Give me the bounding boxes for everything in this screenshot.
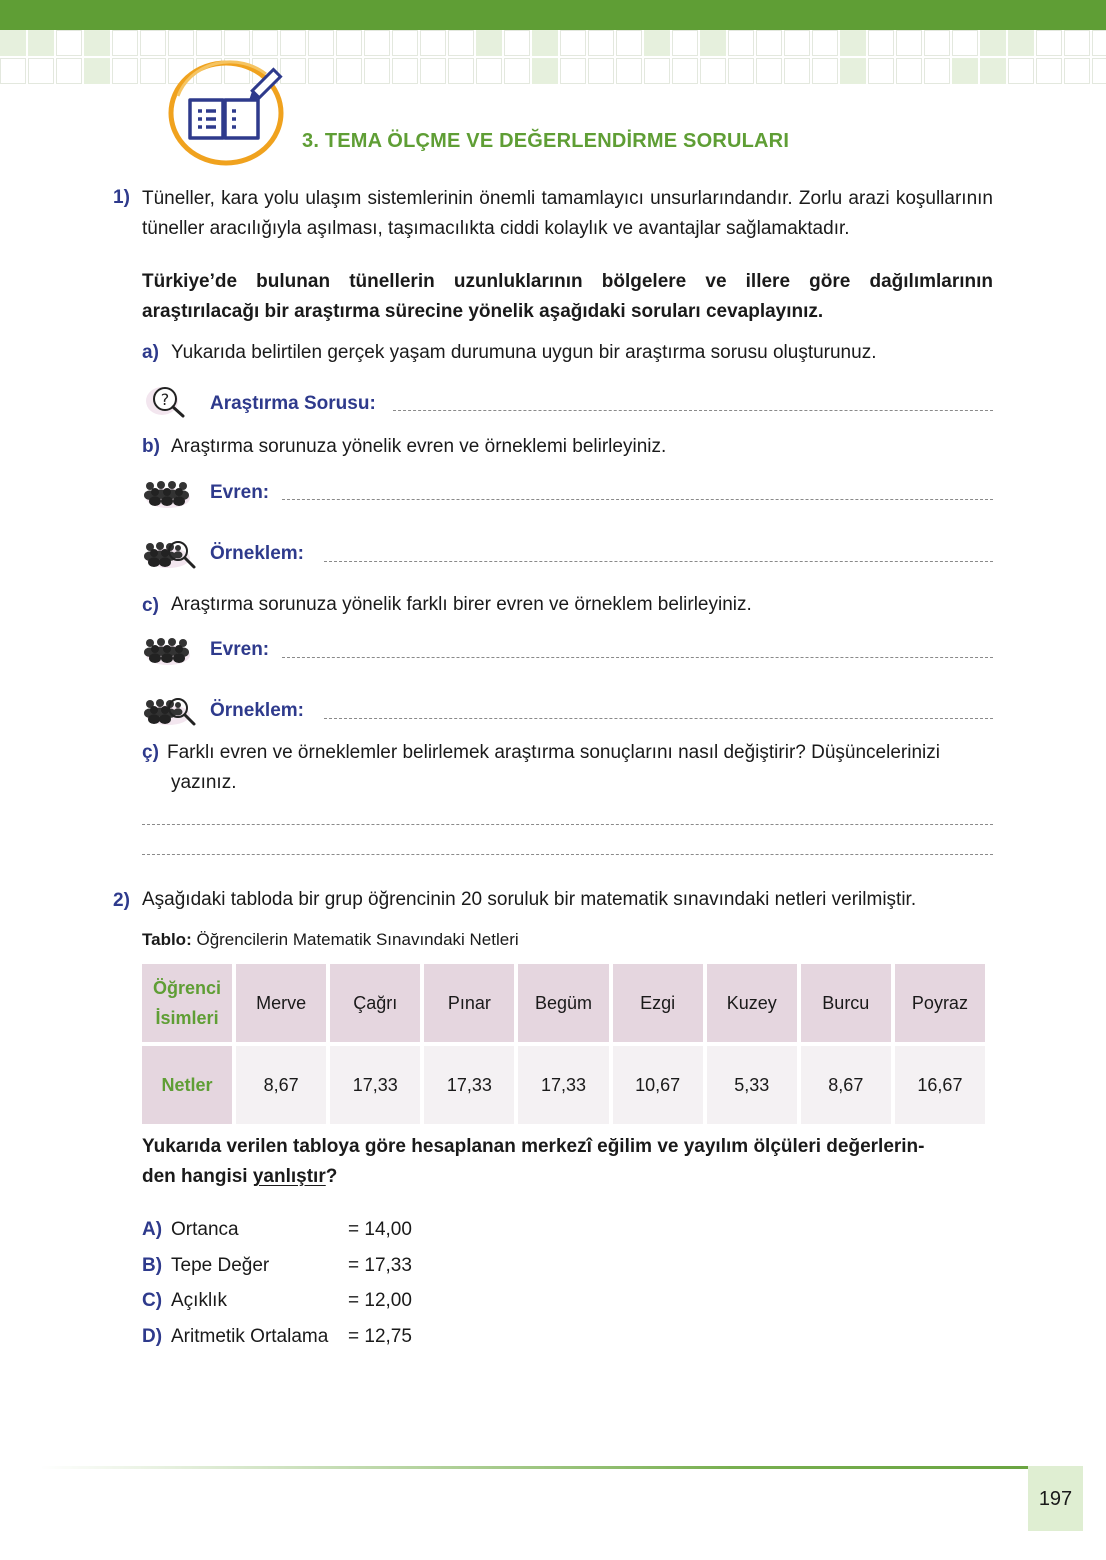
grid-cell bbox=[672, 30, 698, 56]
option-d-text[interactable]: Aritmetik Ortalama bbox=[171, 1326, 329, 1347]
student-name-cell: Kuzey bbox=[707, 964, 797, 1042]
grid-cell bbox=[1008, 58, 1034, 84]
grid-cell bbox=[728, 30, 754, 56]
grid-cell bbox=[140, 30, 166, 56]
grid-cell bbox=[56, 58, 82, 84]
orneklem-label-b: Örneklem: bbox=[210, 543, 304, 564]
question-number-1: 1) bbox=[113, 187, 130, 208]
grid-cell bbox=[896, 58, 922, 84]
svg-text:?: ? bbox=[160, 390, 170, 409]
question-2-underlined-word: yanlıştır bbox=[252, 1166, 326, 1187]
row-label-netler: Netler bbox=[142, 1046, 232, 1124]
grid-cell bbox=[1008, 30, 1034, 56]
grid-cell bbox=[168, 30, 194, 56]
question-2-line1: Yukarıda verilen tabloya göre hesaplanan merkezî eğilim ve yayılım ölçüleri değerlerin- bbox=[142, 1136, 925, 1157]
score-cell: 16,67 bbox=[895, 1046, 985, 1124]
grid-cell bbox=[812, 30, 838, 56]
grid-cell bbox=[336, 30, 362, 56]
option-b-value[interactable]: = 17,33 bbox=[348, 1255, 412, 1276]
grid-cell bbox=[840, 58, 866, 84]
question-1-instruction: Türkiye’de bulunan tünellerin uzunluklarının bölgelere ve illere göre dağılımlarının araştırılacağı bir araştırma sürecine yönelik aşağıdaki soruları cevaplayınız. bbox=[142, 271, 993, 322]
answer-line-1[interactable] bbox=[142, 824, 993, 825]
grid-cell bbox=[504, 30, 530, 56]
grid-cell bbox=[644, 30, 670, 56]
grid-cell bbox=[0, 58, 26, 84]
grid-cell bbox=[224, 30, 250, 56]
student-name-cell: Burcu bbox=[801, 964, 891, 1042]
student-name-cell: Merve bbox=[236, 964, 326, 1042]
grid-cell bbox=[588, 58, 614, 84]
question-magnifier-icon bbox=[145, 383, 197, 419]
question-2-line2 bbox=[142, 1162, 993, 1192]
grid-cell bbox=[532, 58, 558, 84]
book-pencil-icon bbox=[166, 56, 286, 166]
grid-cell bbox=[532, 30, 558, 56]
option-a-value[interactable]: = 14,00 bbox=[348, 1219, 412, 1240]
grid-cell bbox=[476, 30, 502, 56]
grid-cell bbox=[840, 30, 866, 56]
grid-cell bbox=[700, 58, 726, 84]
grid-cell bbox=[56, 30, 82, 56]
question-2-line2-start: den hangisi bbox=[142, 1166, 253, 1187]
grid-cell bbox=[308, 58, 334, 84]
table-header-row bbox=[142, 964, 985, 1042]
grid-cell bbox=[896, 30, 922, 56]
score-cell: 8,67 bbox=[801, 1046, 891, 1124]
grid-cell bbox=[504, 58, 530, 84]
grid-cell bbox=[364, 58, 390, 84]
grid-cell bbox=[112, 58, 138, 84]
grid-cell bbox=[1092, 58, 1106, 84]
people-group-icon bbox=[142, 635, 190, 665]
grid-cell bbox=[280, 30, 306, 56]
question-2-mark: ? bbox=[325, 1166, 338, 1187]
grid-cell bbox=[616, 58, 642, 84]
score-cell: 17,33 bbox=[424, 1046, 514, 1124]
grid-cell bbox=[728, 58, 754, 84]
question-2-text bbox=[142, 1132, 993, 1192]
grid-cell bbox=[644, 58, 670, 84]
grid-cell bbox=[392, 58, 418, 84]
evren-label-c: Evren: bbox=[210, 639, 270, 660]
subquestion-b-label: b) bbox=[142, 436, 160, 457]
option-b-text[interactable]: Tepe Değer bbox=[171, 1255, 270, 1276]
grid-cell bbox=[1092, 30, 1106, 56]
grid-cell bbox=[420, 58, 446, 84]
score-cell: 17,33 bbox=[330, 1046, 420, 1124]
grid-cell bbox=[84, 58, 110, 84]
grid-cell bbox=[140, 58, 166, 84]
grid-cell bbox=[252, 30, 278, 56]
grid-cell bbox=[308, 30, 334, 56]
question-1-intro: Tüneller, kara yolu ulaşım sistemlerinin önemli tamamlayıcı unsurlarındandır. Zorlu arazi koşullarının tüneller aracılığıyla aşılması, taşımacılıkta ciddi kolaylık ve avantajlar sağlamaktadır. bbox=[142, 188, 993, 239]
question-2-intro: Aşağıdaki tabloda bir grup öğrencinin 20 soruluk bir matematik sınavındaki netleri verilmiştir. bbox=[142, 889, 917, 910]
page-number: 197 bbox=[1038, 1488, 1073, 1510]
student-name-cell: Ezgi bbox=[613, 964, 703, 1042]
subquestion-a-text: Yukarıda belirtilen gerçek yaşam durumuna uygun bir araştırma sorusu oluşturunuz. bbox=[171, 342, 877, 363]
question-number-2: 2) bbox=[113, 890, 130, 911]
evren-answer-line-b[interactable] bbox=[282, 499, 993, 500]
footer-line bbox=[40, 1466, 1028, 1469]
grid-cell bbox=[980, 58, 1006, 84]
grid-cell bbox=[448, 30, 474, 56]
grid-cell bbox=[924, 30, 950, 56]
grid-cell bbox=[924, 58, 950, 84]
people-magnifier-icon bbox=[142, 538, 198, 570]
people-magnifier-icon bbox=[142, 695, 198, 727]
grid-cell bbox=[1036, 30, 1062, 56]
grid-cell bbox=[476, 58, 502, 84]
subquestion-cc-label: ç) bbox=[142, 742, 159, 763]
option-c-letter[interactable]: C) bbox=[142, 1290, 163, 1311]
student-name-cell: Pınar bbox=[424, 964, 514, 1042]
option-d-letter[interactable]: D) bbox=[142, 1326, 163, 1347]
grid-cell bbox=[756, 30, 782, 56]
table-header-cell bbox=[142, 964, 232, 1042]
student-name-cell: Begüm bbox=[518, 964, 608, 1042]
orneklem-label-c: Örneklem: bbox=[210, 700, 304, 721]
page-title: 3. TEMA ÖLÇME VE DEĞERLENDİRME SORULARI bbox=[302, 130, 790, 152]
orneklem-answer-line-c[interactable] bbox=[324, 718, 993, 719]
subquestion-c-text: Araştırma sorunuza yönelik farklı birer evren ve örneklem belirleyiniz. bbox=[171, 594, 752, 615]
option-b-letter[interactable]: B) bbox=[142, 1255, 163, 1276]
grid-cell bbox=[952, 58, 978, 84]
table-header-line1: Öğrenci bbox=[153, 978, 222, 998]
research-question-answer-line[interactable] bbox=[393, 410, 993, 411]
research-question-label: Araştırma Sorusu: bbox=[210, 393, 376, 414]
option-a-letter[interactable]: A) bbox=[142, 1219, 163, 1240]
grid-cell bbox=[196, 30, 222, 56]
table-caption-text: Öğrencilerin Matematik Sınavındaki Netleri bbox=[196, 930, 519, 949]
grid-cell bbox=[784, 30, 810, 56]
option-c-text[interactable]: Açıklık bbox=[171, 1290, 227, 1311]
orneklem-answer-line-b[interactable] bbox=[324, 561, 993, 562]
grid-cell bbox=[812, 58, 838, 84]
grid-cell bbox=[588, 30, 614, 56]
answer-line-2[interactable] bbox=[142, 854, 993, 855]
grid-cell bbox=[1064, 30, 1090, 56]
grid-cell bbox=[616, 30, 642, 56]
option-d-value[interactable]: = 12,75 bbox=[348, 1326, 412, 1347]
grid-cell bbox=[1036, 58, 1062, 84]
grid-cell bbox=[112, 30, 138, 56]
grid-cell bbox=[420, 30, 446, 56]
table-caption-prefix: Tablo: bbox=[142, 930, 192, 949]
subquestion-a-label: a) bbox=[142, 342, 159, 363]
student-name-cell: Poyraz bbox=[895, 964, 985, 1042]
grid-cell bbox=[336, 58, 362, 84]
scores-table bbox=[138, 960, 989, 1128]
evren-answer-line-c[interactable] bbox=[282, 657, 993, 658]
grid-cell bbox=[28, 58, 54, 84]
grid-cell bbox=[980, 30, 1006, 56]
option-c-value[interactable]: = 12,00 bbox=[348, 1290, 412, 1311]
grid-cell bbox=[952, 30, 978, 56]
grid-cell bbox=[84, 30, 110, 56]
grid-cell bbox=[784, 58, 810, 84]
subquestion-cc-line2: yazınız. bbox=[171, 772, 237, 793]
evren-label-b: Evren: bbox=[210, 482, 270, 503]
score-cell: 10,67 bbox=[613, 1046, 703, 1124]
table-values-row bbox=[142, 1046, 985, 1124]
grid-cell bbox=[28, 30, 54, 56]
student-name-cell: Çağrı bbox=[330, 964, 420, 1042]
grid-cell bbox=[560, 30, 586, 56]
option-a-text[interactable]: Ortanca bbox=[171, 1219, 239, 1240]
grid-cell bbox=[868, 58, 894, 84]
grid-cell bbox=[700, 30, 726, 56]
table-header-line2: İsimleri bbox=[155, 1008, 219, 1028]
grid-cell bbox=[1064, 58, 1090, 84]
grid-cell bbox=[392, 30, 418, 56]
people-group-icon bbox=[142, 478, 190, 508]
subquestion-b-text: Araştırma sorunuza yönelik evren ve örneklemi belirleyiniz. bbox=[171, 436, 667, 457]
grid-cell bbox=[448, 58, 474, 84]
grid-cell bbox=[364, 30, 390, 56]
grid-cell bbox=[672, 58, 698, 84]
grid-cell bbox=[560, 58, 586, 84]
top-green-bar bbox=[0, 0, 1106, 30]
subquestion-cc-line1: Farklı evren ve örneklemler belirlemek araştırma sonuçlarını nasıl değiştirir? Düşüncelerinizi bbox=[167, 742, 940, 763]
score-cell: 5,33 bbox=[707, 1046, 797, 1124]
table-caption bbox=[142, 930, 519, 950]
grid-cell bbox=[0, 30, 26, 56]
score-cell: 17,33 bbox=[518, 1046, 608, 1124]
score-cell: 8,67 bbox=[236, 1046, 326, 1124]
grid-cell bbox=[868, 30, 894, 56]
subquestion-c-label: c) bbox=[142, 595, 159, 616]
grid-cell bbox=[756, 58, 782, 84]
